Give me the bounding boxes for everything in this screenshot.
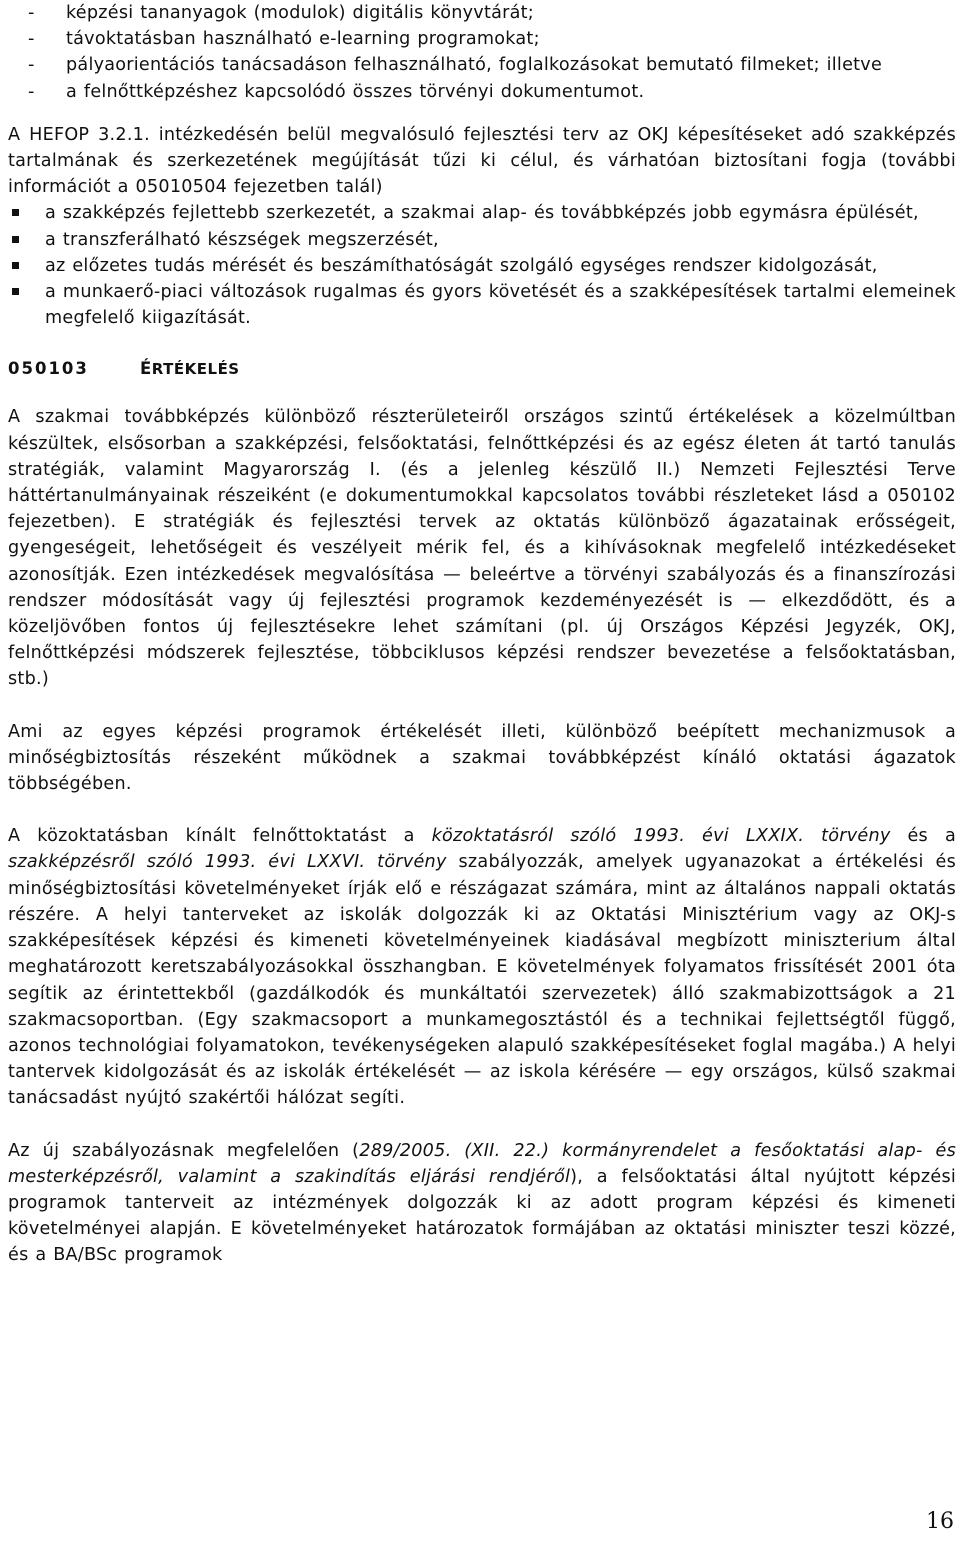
list-item: - a felnőttképzéshez kapcsolódó összes törvényi dokumentumot. xyxy=(8,79,956,105)
law-reference: szakképzésről szóló 1993. évi LXXVI. törvény xyxy=(8,852,447,873)
list-item: a munkaerő-piaci változások rugalmas és gyors követését és a szakképesítések tartalmi elemeinek megfelelő kiigazítását. xyxy=(8,279,956,331)
dash-marker: - xyxy=(28,55,35,76)
dash-marker: - xyxy=(28,81,35,102)
evaluation-paragraph-4: Az új szabályozásnak megfelelően (289/2005. (XII. 22.) kormányrendelet a fesőoktatási alap- és mesterképzésről, valamint a szakindítás eljárási rendjéről), a felsőoktatási által nyújtott képzési programok tanterveit az intézmények dolgozzák ki az adott program képzési és kimeneti követelményei alapján. E követelményeket határozatok formájában az oktatási miniszter teszi közzé, és a BA/BSc programok xyxy=(8,1140,957,1266)
document-page xyxy=(8,0,956,1269)
list-item: a szakképzés fejlettebb szerkezetét, a szakmai alap- és továbbképzés jobb egymásra épülését, xyxy=(8,200,956,226)
hefop-paragraph: A HEFOP 3.2.1. intézkedésén belül megvalósuló fejlesztési terv az OKJ képesítéseket adó szakképzés tartalmának és szerkezetének megújítását tűzi ki célul, és várhatóan biztosítani fogja (további információt a 05010504 fejezetben talál) xyxy=(8,124,956,198)
square-bullet-icon xyxy=(12,236,19,243)
square-bullet-icon xyxy=(12,262,19,269)
list-item: - képzési tananyagok (modulok) digitális könyvtárát; xyxy=(8,0,956,26)
square-bullet-icon xyxy=(12,288,19,295)
law-reference: közoktatásról szóló 1993. évi LXXIX. törvény xyxy=(431,826,891,847)
bullet-list-square xyxy=(8,200,956,331)
square-bullet-icon xyxy=(12,209,19,216)
section-title: ÉRTÉKELÉS xyxy=(140,359,240,379)
list-item: - pályaorientációs tanácsadáson felhasználható, foglalkozásokat bemutató filmeket; illetve xyxy=(8,52,956,78)
section-number: 050103 xyxy=(8,359,89,379)
law-reference: 289/2005. (XII. 22.) kormányrendelet a fesőoktatási alap- és mesterképzésről, valamint a szakindítás eljárási rendjéről xyxy=(8,1140,956,1187)
page-number: 16 xyxy=(926,1509,954,1534)
dash-marker: - xyxy=(28,3,35,23)
list-item: a transzferálható készségek megszerzését, xyxy=(8,227,956,253)
evaluation-paragraph-1: A szakmai továbbképzés különböző részterületeiről országos szintű értékelések a közelmúltban készültek, elsősorban a szakképzési, felsőoktatási, felnőttképzési és az egész életen át tartó tanulás stratégiák, valamint Magyarország I. (és a jelenleg készülő II.) Nemzeti Fejlesztési Terve háttértanulmányainak részeiként (e dokumentumokkal kapcsolatos további részleteket lásd a 050102 fejezetben). E stratégiák és fejlesztési tervek az oktatás különböző ágazatainak erősségeit, gyengeségeit, lehetőségeit és veszélyeit mérik fel, és a kihívásoknak megfelelő intézkedéseket azonosítják. Ezen intézkedések megvalósítása — beleértve a törvényi szabályozás és a finanszírozási rendszer módosítását vagy új fejlesztési programok kezdeményezését is — elkezdődött, és a közeljövőben fontos új fejlesztésekre lehet számítani (pl. új Országos Képzési Jegyzék, OKJ, felnőttképzési módszerek fejlesztése, többciklusos képzési rendszer bevezetése a felsőoktatásban, stb.) xyxy=(8,407,956,690)
dash-marker: - xyxy=(28,29,35,50)
section-heading xyxy=(8,359,956,378)
bullet-list-top xyxy=(8,0,956,105)
evaluation-paragraph-3: A közoktatásban kínált felnőttoktatást a közoktatásról szóló 1993. évi LXXIX. törvény és a szakképzésről szóló 1993. évi LXXVI. törvény szabályozzák, amelyek ugyanazokat a értékelési és minőségbiztosítási követelményeket írják elő e részágazat számára, mint az általános nappali oktatás részére. A helyi tanterveket az iskolák dolgozzák ki az Oktatási Minisztérium vagy az OKJ-s szakképesítések képzési és kimeneti követelményeinek kiadásával megbízott miniszterium által meghatározott keretszabályozásokkal összhangban. E követelmények folyamatos frissítését 2001 óta segítik az érintettekből (gazdálkodók és munkáltatói szervezetek) álló szakmabizottságok a 21 szakmacsoportban. (Egy szakmacsoport a munkamegosztástól és a technikai fejlettségtől függő, azonos technológiai folyamatokon, tevékenységeken alapuló szakképesítéseket foglal magába.) A helyi tantervek kidolgozását és az iskolák értékelését — az iskola kérésére — egy országos, külső szakmai tanácsadást nyújtó szakértői hálózat segíti. xyxy=(8,826,956,1109)
list-item: - távoktatásban használható e-learning programokat; xyxy=(8,26,956,52)
list-item: az előzetes tudás mérését és beszámíthatóságát szolgáló egységes rendszer kidolgozását, xyxy=(8,253,956,279)
evaluation-paragraph-2: Ami az egyes képzési programok értékelését illeti, különböző beépített mechanizmusok a minőségbiztosítás részeként működnek a szakmai továbbképzést kínáló oktatási ágazatok többségében. xyxy=(8,721,956,795)
